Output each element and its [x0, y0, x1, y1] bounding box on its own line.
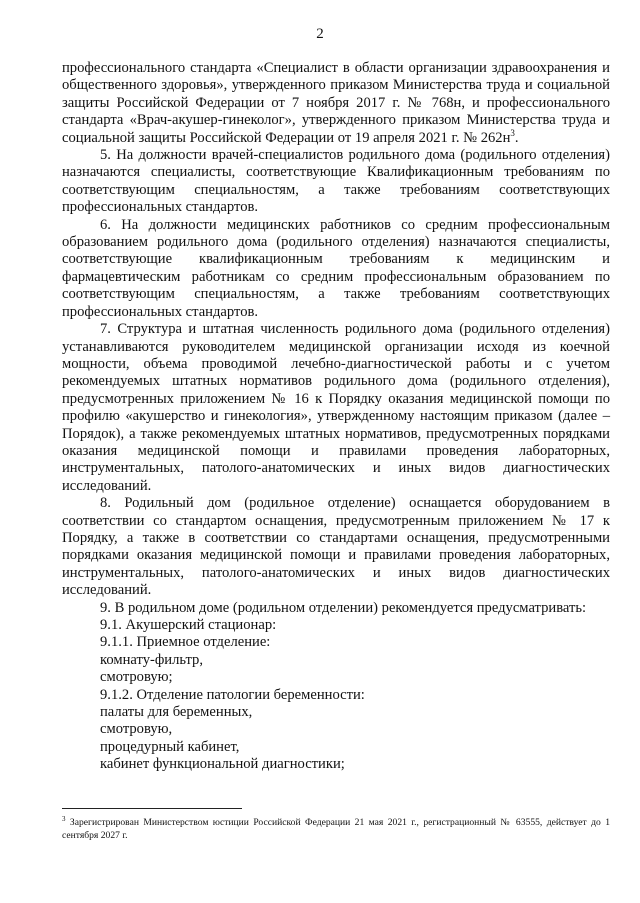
paragraph-9: 9. В родильном доме (родильном отделении) рекомендуется предусматривать:: [100, 599, 587, 616]
list-line: 9.1. Акушерский стационар:: [100, 617, 277, 633]
list-line: 9.1.1. Приемное отделение:: [100, 634, 271, 651]
page-number: 2: [316, 26, 324, 42]
document-body: [62, 60, 610, 774]
paragraph-continuation-end: .: [514, 129, 519, 146]
list-line: комнату-фильтр,: [100, 651, 204, 668]
footnote: [62, 816, 610, 842]
paragraph-continuation-text: профессионального стандарта «Специалист в области организации здравоохранения и общественного здоровья», утвержденного приказом Министерства труда и социальной защиты Российской Федерации от 7 ноября 2017 г. № 768н, и профессионального стандарта «Врач-акушер-гинеколог», утвержденного приказом Министерства труда и социальной защиты Российской Федерации от 19 апреля 2021 г. № 262н: [62, 60, 610, 146]
list-line: смотровую;: [100, 669, 173, 686]
footnote-text: Зарегистрирован Министерством юстиции Российской Федерации 21 мая 2021 г., регистрационный № 63555, действует до 1 сентября 2027 г.: [62, 817, 610, 841]
paragraph-7: 7. Структура и штатная численность родильного дома (родильного отделения) устанавливаются руководителем медицинской организации исходя из коечной мощности, объема проводимой лечебно-диагностической работы и с учетом рекомендуемых штатных нормативов родильного дома (родильного отделения), предусмотренных приложением № 16 к Порядку оказания медицинской помощи по профилю «акушерство и гинекология», утвержденному настоящим приказом (далее – Порядок), а также рекомендуемых штатных нормативов, предусмотренных порядками оказания медицинской помощи и правилами проведения лабораторных, инструментальных, патолого-анатомических и иных видов диагностических исследований.: [62, 321, 610, 494]
list-line: 9.1.2. Отделение патологии беременности:: [100, 686, 365, 703]
paragraph-5: 5. На должности врачей-специалистов родильного дома (родильного отделения) назначаются специалисты, соответствующие Квалификационным требованиям по соответствующим специальностям, а также требованиям соответствующих профессиональных стандартов.: [62, 147, 610, 216]
paragraph-continuation: [62, 60, 610, 147]
list-line: процедурный кабинет,: [100, 738, 240, 755]
footnote-reference: 3: [510, 127, 515, 138]
footnote-divider: [62, 808, 242, 809]
footnote-marker: 3: [62, 814, 66, 823]
paragraph-8: 8. Родильный дом (родильное отделение) оснащается оборудованием в соответствии со стандартом оснащения, предусмотренным приложением № 17 к Порядку, а также в соответствии со стандартами оснащения, предусмотренными порядками оказания медицинской помощи и правилами проведения лабораторных, инструментальных, патолого-анатомических и иных видов диагностических исследований.: [62, 495, 610, 599]
list-line: кабинет функциональной диагностики;: [100, 756, 345, 773]
list-line: смотровую,: [100, 721, 173, 738]
paragraph-6: 6. На должности медицинских работников со средним профессиональным образованием родильного дома (родильного отделения) назначаются специалисты, соответствующие квалификационным требованиям к медицинским и фармацевтическим работникам со средним профессиональным образованием по соответствующим специальностям, а также требованиям соответствующих профессиональных стандартов.: [62, 216, 610, 320]
list-line: палаты для беременных,: [100, 704, 253, 721]
